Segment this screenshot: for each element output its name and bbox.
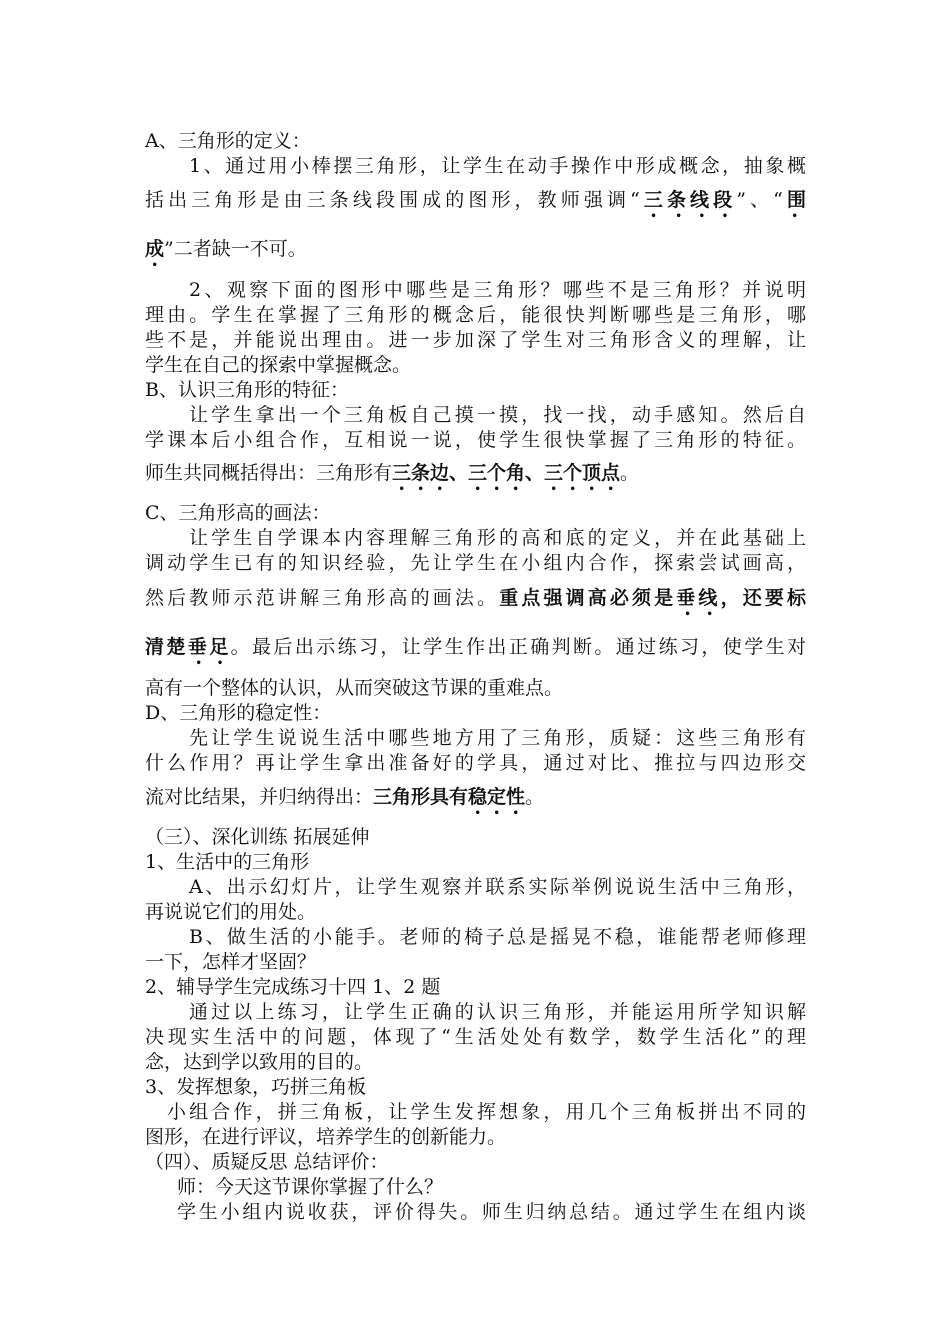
subsection-heading: 1、生活中的三角形 <box>145 851 310 873</box>
paragraph-line: 1、通过用小棒摆三角形，让学生在动手操作中形成概念，抽象概 <box>189 155 806 177</box>
paragraph-line <box>145 185 806 222</box>
paragraph-line: 什么作用？再让学生拿出准备好的学具，通过对比、推拉与四边形交 <box>145 752 806 774</box>
paragraph-line <box>145 632 806 669</box>
paragraph-line: 些不是，并能说出理由。进一步加深了学生对三角形含义的理解，让 <box>145 329 806 351</box>
paragraph-line: 学生在自己的探索中掌握概念。 <box>145 354 412 376</box>
paragraph-line: 再说说它们的用处。 <box>145 901 317 923</box>
paragraph-line <box>145 583 806 620</box>
emphasis-text: 三条边、三个角、三个顶点 <box>392 462 621 484</box>
paragraph-line: A、出示幻灯片，让学生观察并联系实际举例说说生活中三角形， <box>189 876 806 898</box>
paragraph-line: 先让学生说说生活中哪些地方用了三角形，质疑：这些三角形有 <box>189 727 806 749</box>
text-run: 。 <box>525 786 545 808</box>
emphasis-text: 垂线 <box>676 587 721 609</box>
part-three-heading: （三）、深化训练 拓展延伸 <box>145 826 370 848</box>
paragraph-line: 通过以上练习，让学生正确的认识三角形，并能运用所学知识解 <box>189 1001 806 1023</box>
text-run: 然后教师示范讲解三角形高的画法。 <box>145 587 500 609</box>
paragraph-line <box>145 782 544 819</box>
paragraph-line: 图形，在进行评议，培养学生的创新能力。 <box>145 1126 507 1148</box>
paragraph-line: 小组合作，拼三角板，让学生发挥想象，用几个三角板拼出不同的 <box>167 1101 806 1123</box>
emphasis-text: 垂足 <box>187 636 231 658</box>
paragraph-line: 调动学生已有的知识经验，先让学生在小组内合作，探索尝试画高， <box>145 552 806 574</box>
section-d-heading: D、三角形的稳定性： <box>145 702 332 724</box>
paragraph-line: 让学生拿出一个三角板自己摸一摸，找一找，动手感知。然后自 <box>189 404 806 426</box>
paragraph-line: 2、观察下面的图形中哪些是三角形？哪些不是三角形？并说明 <box>189 279 806 301</box>
section-a-heading: A、三角形的定义： <box>145 130 311 152</box>
paragraph-line: 高有一个整体的认识，从而突破这节课的重难点。 <box>145 677 564 699</box>
paragraph-line: 决现实生活中的问题，体现了“生活处处有数学，数学生活化”的理 <box>145 1026 806 1048</box>
section-c-heading: C、三角形高的画法： <box>145 502 331 524</box>
text-run: 。最后出示练习，让学生作出正确判断。通过练习，使学生对 <box>230 636 806 658</box>
paragraph-line: B、做生活的小能手。老师的椅子总是摇晃不稳，谁能帮老师修理 <box>189 926 806 948</box>
paragraph-line: 让学生自学课本内容理解三角形的高和底的定义，并在此基础上 <box>189 527 806 549</box>
text-run: ”二者缺一不可。 <box>164 238 307 260</box>
text-run: 。 <box>620 462 640 484</box>
emphasis-text: 三条线段 <box>639 189 737 211</box>
paragraph-line: 师：今天这节课你掌握了什么？ <box>177 1176 444 1198</box>
text-run: 流对比结果，并归纳得出： <box>145 786 374 808</box>
subsection-heading: 3、发挥想象，巧拼三角板 <box>145 1076 367 1098</box>
paragraph-line: 一下，怎样才坚固？ <box>145 951 317 973</box>
paragraph-line <box>145 234 307 271</box>
subsection-heading: 2、辅导学生完成练习十四 1、2 题 <box>145 976 441 998</box>
emphasis-text: 成 <box>145 238 165 260</box>
bold-text: 三角形具有 <box>373 786 469 808</box>
part-four-heading: （四）、质疑反思 总结评价： <box>145 1151 389 1173</box>
paragraph-line: 念，达到学以致用的目的。 <box>145 1051 374 1073</box>
bold-text: ，还要标 <box>720 587 806 609</box>
text-run: 括出三角形是由三条线段围成的图形，教师强调“ <box>145 189 640 211</box>
text-run: 师生共同概括得出：三角形有 <box>145 462 393 484</box>
emphasis-text: 稳定性 <box>468 786 526 808</box>
paragraph-line: 理由。学生在掌握了三角形的概念后，能很快判断哪些是三角形，哪 <box>145 304 806 326</box>
emphasis-text: 围 <box>782 189 806 211</box>
paragraph-line <box>145 458 639 495</box>
section-b-heading: B、认识三角形的特征： <box>145 379 349 401</box>
paragraph-line: 学课本后小组合作，互相说一说，使学生很快掌握了三角形的特征。 <box>145 429 806 451</box>
paragraph-line: 学生小组内说收获，评价得失。师生归纳总结。通过学生在组内谈 <box>177 1201 806 1223</box>
text-run: ”、“ <box>736 189 783 211</box>
bold-text: 清楚 <box>145 636 188 658</box>
bold-text: 重点强调高必须是 <box>499 587 677 609</box>
